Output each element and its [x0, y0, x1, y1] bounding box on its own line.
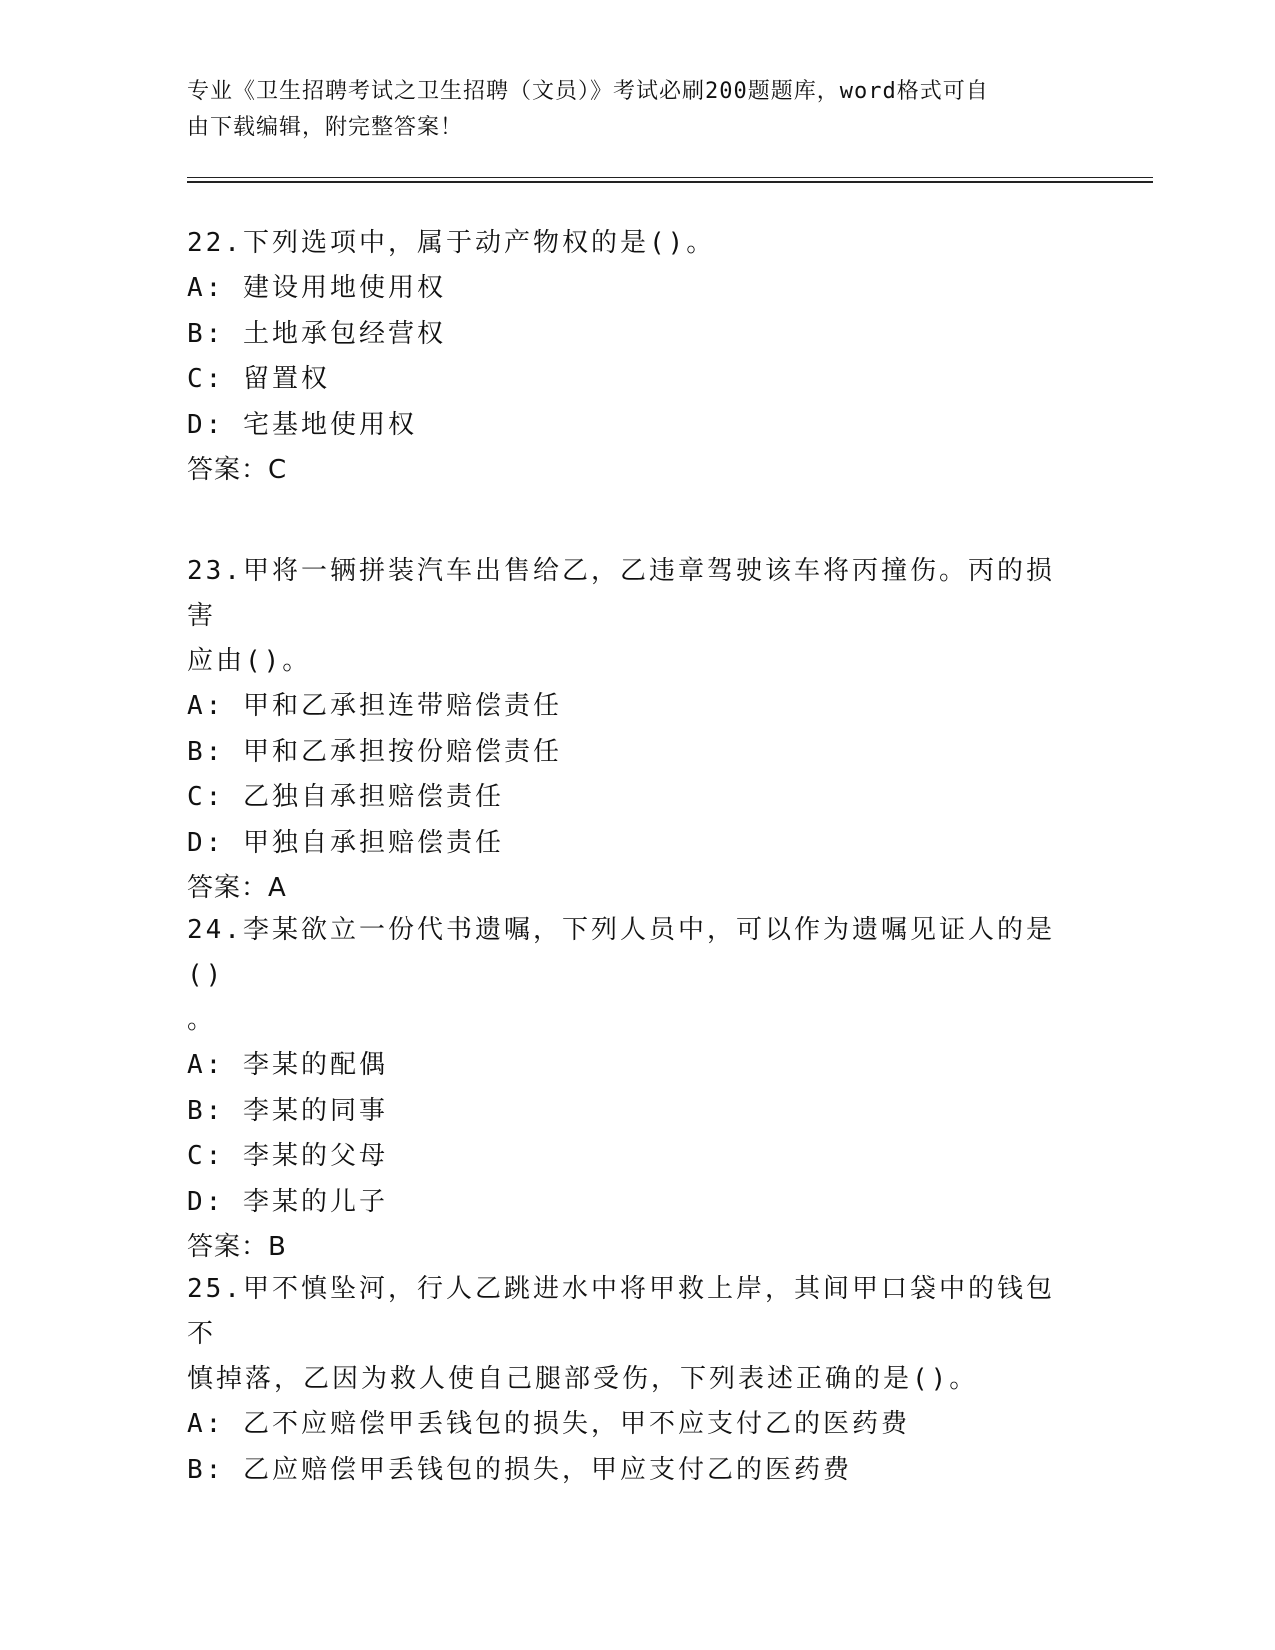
option-b: B: 甲和乙承担按份赔偿责任 — [187, 736, 562, 767]
option-a: A: 甲和乙承担连带赔偿责任 — [187, 691, 562, 721]
option-a: A: 乙不应赔偿甲丢钱包的损失，甲不应支付乙的医药费 — [187, 1409, 910, 1439]
answer: 答案：B — [187, 1232, 287, 1262]
question-text: 24.李某欲立一份代书遗嘱，下列人员中，可以作为遗嘱见证人的是() — [187, 915, 1055, 990]
answer: 答案：A — [187, 873, 287, 903]
header-divider-bottom — [187, 181, 1153, 183]
option-b: B: 乙应赔偿甲丢钱包的损失，甲应支付乙的医药费 — [187, 1454, 852, 1485]
header-divider-top — [187, 177, 1153, 178]
question-text: 22.下列选项中，属于动产物权的是()。 — [187, 228, 716, 258]
question-text: 25.甲不慎坠河，行人乙跳进水中将甲救上岸，其间甲口袋中的钱包不 — [187, 1274, 1055, 1349]
option-c: C: 李某的父母 — [187, 1141, 388, 1171]
option-c: C: 乙独自承担赔偿责任 — [187, 782, 504, 812]
question-24 — [187, 908, 1077, 1270]
question-text-cont: 。 — [187, 1005, 217, 1035]
question-text: 23.甲将一辆拼装汽车出售给乙，乙违章驾驶该车将丙撞伤。丙的损害 — [187, 556, 1055, 631]
option-b: B: 李某的同事 — [187, 1095, 388, 1126]
document-header — [187, 74, 1067, 146]
option-a: A: 建设用地使用权 — [187, 273, 446, 303]
answer: 答案：C — [187, 455, 288, 485]
question-text-cont: 应由()。 — [187, 646, 312, 676]
question-25 — [187, 1267, 1077, 1493]
option-d: D: 李某的儿子 — [187, 1186, 388, 1217]
question-text-cont: 慎掉落，乙因为救人使自己腿部受伤，下列表述正确的是()。 — [187, 1364, 979, 1394]
question-22 — [187, 221, 1077, 493]
header-line-1: 专业《卫生招聘考试之卫生招聘（文员）》考试必刷200题题库，word格式可自 — [187, 79, 989, 104]
option-c: C: 留置权 — [187, 364, 330, 394]
option-d: D: 甲独自承担赔偿责任 — [187, 827, 504, 858]
option-b: B: 土地承包经营权 — [187, 318, 446, 349]
header-line-2: 由下载编辑，附完整答案！ — [187, 115, 464, 140]
option-d: D: 宅基地使用权 — [187, 409, 417, 440]
option-a: A: 李某的配偶 — [187, 1050, 388, 1080]
question-23 — [187, 549, 1077, 911]
